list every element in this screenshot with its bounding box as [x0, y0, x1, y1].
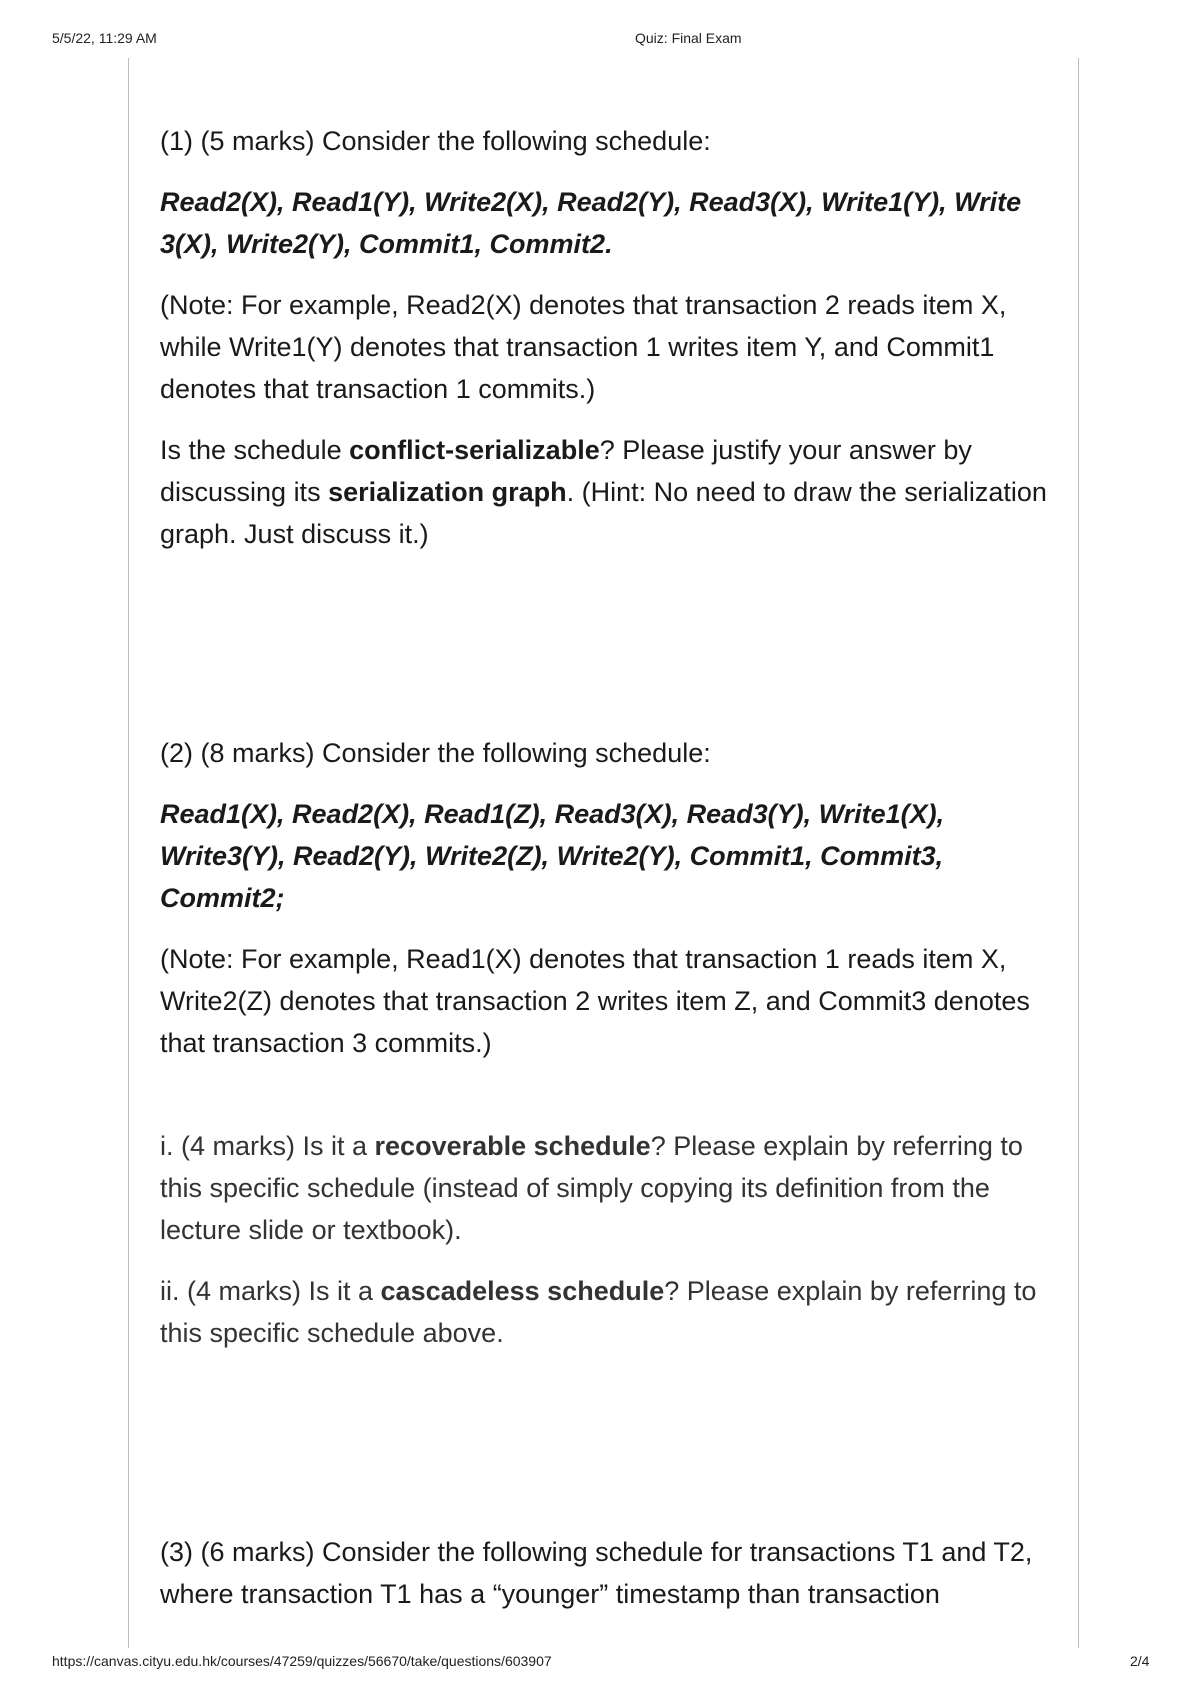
- q1-question-part: ? Please justify your answer by discussing its: [160, 435, 972, 507]
- q2-part-ii-text: ? Please explain by referring to this specific schedule above.: [160, 1276, 1037, 1348]
- answer-space-q2: [160, 1373, 1060, 1531]
- print-title: Quiz: Final Exam: [635, 30, 742, 46]
- spacer: [160, 1083, 1060, 1125]
- q2-part-ii-text: ii. (4 marks) Is it a: [160, 1276, 381, 1306]
- q2-term-recoverable-schedule: recoverable schedule: [374, 1131, 651, 1161]
- q1-term-serialization-graph: serialization graph: [328, 477, 567, 507]
- q2-part-i-text: ? Please explain by referring to this specific schedule (instead of simply copying its definition from the lecture slide or textbook).: [160, 1131, 1023, 1245]
- q1-question: [160, 429, 1060, 555]
- q1-intro: (1) (5 marks) Consider the following schedule:: [160, 126, 711, 156]
- print-date: 5/5/22, 11:29 AM: [52, 30, 157, 46]
- q2-part-ii: [160, 1270, 1060, 1354]
- question-content: [160, 120, 1060, 1634]
- print-header: [0, 30, 1200, 50]
- answer-space-q1: [160, 574, 1060, 732]
- q1-question-part: Is the schedule: [160, 435, 350, 465]
- print-url: https://canvas.cityu.edu.hk/courses/47259/quizzes/56670/take/questions/603907: [52, 1653, 552, 1669]
- q1-term-conflict-serializable: conflict-serializable: [349, 435, 600, 465]
- q1-note: (Note: For example, Read2(X) denotes that transaction 2 reads item X, while Write1(Y) denotes that transaction 1 writes item Y, and Commit1 denotes that transaction 1 commits.): [160, 290, 1007, 404]
- q2-term-cascadeless-schedule: cascadeless schedule: [380, 1276, 665, 1306]
- q2-note: (Note: For example, Read1(X) denotes that transaction 1 reads item X, Write2(Z) denotes that transaction 2 writes item Z, and Commit3 denotes that transaction 3 commits.): [160, 944, 1030, 1058]
- left-frame-border: [128, 58, 129, 1648]
- q2-part-i-text: i. (4 marks) Is it a: [160, 1131, 375, 1161]
- right-frame-border: [1078, 58, 1079, 1648]
- q2-part-i: [160, 1125, 1060, 1251]
- q1-schedule: Read2(X), Read1(Y), Write2(X), Read2(Y), Read3(X), Write1(Y), Write 3(X), Write2(Y), Commit1, Commit2.: [160, 187, 1022, 259]
- page-number: 2/4: [1130, 1653, 1150, 1669]
- print-footer: [0, 1653, 1200, 1673]
- q2-intro: (2) (8 marks) Consider the following schedule:: [160, 738, 711, 768]
- q1-question-part: . (Hint: No need to draw the serialization graph. Just discuss it.): [160, 477, 1047, 549]
- q2-schedule: Read1(X), Read2(X), Read1(Z), Read3(X), Read3(Y), Write1(X), Write3(Y), Read2(Y), Write2(Z), Write2(Y), Commit1, Commit3, Commit2;: [160, 799, 945, 913]
- q3-intro: (3) (6 marks) Consider the following schedule for transactions T1 and T2, where transaction T1 has a “younger” timestamp than transaction: [160, 1537, 1033, 1609]
